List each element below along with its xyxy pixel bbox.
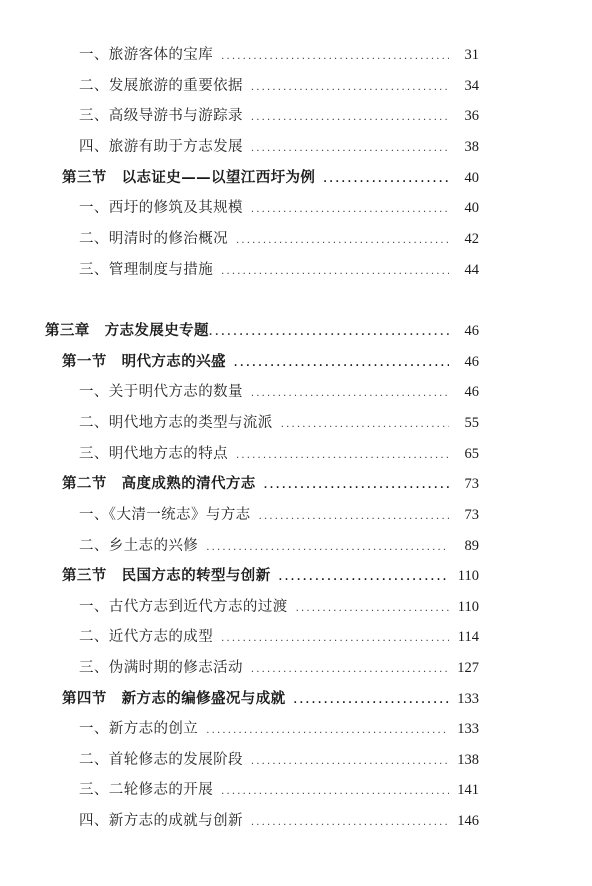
dot-leader: [236, 444, 449, 468]
toc-entry-title: 一、旅游客体的宝库: [79, 47, 214, 63]
toc-entry-page: 89: [464, 538, 479, 554]
dot-leader: [236, 229, 449, 253]
dot-leader: [294, 689, 450, 713]
dot-leader: [251, 137, 449, 161]
toc-entry-page: 65: [464, 446, 479, 462]
toc-entry-page: 42: [464, 231, 479, 247]
toc-entry[interactable]: [79, 411, 479, 435]
dot-leader: [251, 76, 449, 100]
toc-entry-title: 二、乡土志的兴修: [79, 538, 199, 554]
toc-entry-page: 55: [464, 415, 479, 431]
toc-entry-page: 40: [464, 170, 479, 186]
toc-entry-title: 三、伪满时期的修志活动: [79, 660, 243, 676]
toc-entry-title: 第三章 方志发展史专题: [45, 322, 209, 339]
toc-entry-title: 二、明代地方志的类型与流派: [79, 415, 273, 431]
toc-entry-title: 四、新方志的成就与创新: [79, 813, 243, 829]
dot-leader: [221, 260, 449, 284]
dot-leader: [221, 627, 449, 651]
dot-leader: [206, 536, 449, 560]
dot-leader: [206, 719, 449, 743]
toc-entry-page: 114: [457, 629, 479, 645]
toc-entry-title: 三、高级导游书与游踪录: [79, 108, 243, 124]
toc-entry-page: 146: [457, 813, 479, 829]
toc-entry-title: 第二节 高度成熟的清代方志: [62, 475, 256, 492]
toc-entry-title: 第四节 新方志的编修盛况与成就: [62, 690, 286, 707]
toc-entry-page: 110: [457, 568, 479, 584]
toc-entry-title: 一、古代方志到近代方志的过渡: [79, 599, 288, 615]
toc-entry-page: 133: [457, 721, 479, 737]
toc-entry-title: 四、旅游有助于方志发展: [79, 139, 243, 155]
toc-entry-title: 一、关于明代方志的数量: [79, 384, 243, 400]
toc-entry[interactable]: [79, 717, 479, 741]
dot-leader: [323, 168, 449, 192]
toc-chapter-entry[interactable]: [45, 319, 479, 343]
toc-entry[interactable]: [79, 778, 479, 802]
dot-leader: [259, 505, 449, 529]
dot-leader: [251, 658, 449, 682]
toc-entry-title: 三、管理制度与措施: [79, 262, 214, 278]
toc-entry[interactable]: [79, 380, 479, 404]
toc-entry-page: 34: [464, 78, 479, 94]
toc-entry[interactable]: [79, 625, 479, 649]
dot-leader: [296, 597, 449, 621]
toc-section-entry[interactable]: [62, 564, 479, 588]
toc-entry[interactable]: [79, 748, 479, 772]
toc-entry-title: 一、西圩的修筑及其规模: [79, 200, 243, 216]
toc-entry-page: 127: [457, 660, 479, 676]
toc-entry-title: 二、明清时的修治概况: [79, 231, 228, 247]
dot-leader: [221, 780, 449, 804]
toc-entry[interactable]: [79, 104, 479, 128]
toc-entry-page: 38: [464, 139, 479, 155]
toc-entry-page: 44: [464, 262, 479, 278]
toc-entry-page: 110: [457, 599, 479, 615]
toc-entry[interactable]: [79, 43, 479, 67]
toc-section-entry[interactable]: [62, 687, 479, 711]
dot-leader: [221, 45, 449, 69]
toc-entry-page: 133: [457, 691, 479, 707]
dot-leader: [209, 321, 449, 345]
toc-entry-page: 31: [464, 47, 479, 63]
toc-entry[interactable]: [79, 442, 479, 466]
dot-leader: [251, 811, 449, 835]
toc-entry-page: 73: [464, 507, 479, 523]
toc-entry-page: 141: [457, 782, 479, 798]
toc-section-entry[interactable]: [62, 472, 479, 496]
toc-entry[interactable]: [79, 135, 479, 159]
toc-entry-title: 第一节 明代方志的兴盛: [62, 353, 226, 370]
toc-entry[interactable]: [79, 258, 479, 282]
toc-entry-title: 三、明代地方志的特点: [79, 446, 228, 462]
dot-leader: [234, 352, 449, 376]
toc-entry-title: 二、首轮修志的发展阶段: [79, 752, 243, 768]
dot-leader: [251, 198, 449, 222]
toc-entry-page: 138: [457, 752, 479, 768]
toc-entry[interactable]: [79, 809, 479, 833]
toc-entry[interactable]: [79, 534, 479, 558]
toc-entry-title: 二、近代方志的成型: [79, 629, 214, 645]
toc-entry[interactable]: [79, 227, 479, 251]
toc-entry-page: 73: [464, 476, 479, 492]
toc-entry[interactable]: [79, 595, 479, 619]
toc-section-entry[interactable]: [62, 166, 479, 190]
toc-section-entry[interactable]: [62, 350, 479, 374]
toc-entry-page: 36: [464, 108, 479, 124]
dot-leader: [264, 474, 449, 498]
dot-leader: [251, 750, 449, 774]
dot-leader: [281, 413, 449, 437]
toc-entry-page: 46: [464, 354, 479, 370]
toc-entry-page: 46: [464, 323, 479, 339]
toc-entry-title: 第三节 民国方志的转型与创新: [62, 567, 271, 584]
toc-entry-page: 46: [464, 384, 479, 400]
toc-entry[interactable]: [79, 196, 479, 220]
toc-entry-page: 40: [464, 200, 479, 216]
toc-entry-title: 一、《大清一统志》与方志: [79, 507, 251, 523]
toc-entry-title: 二、发展旅游的重要依据: [79, 78, 243, 94]
toc-entry[interactable]: [79, 74, 479, 98]
dot-leader: [279, 566, 449, 590]
toc-entry-title: 三、二轮修志的开展: [79, 782, 214, 798]
dot-leader: [251, 106, 449, 130]
toc-entry-title: 第三节 以志证史——以望江西圩为例: [62, 169, 316, 186]
dot-leader: [251, 382, 449, 406]
toc-entry[interactable]: [79, 503, 479, 527]
toc-entry-title: 一、新方志的创立: [79, 721, 199, 737]
toc-entry[interactable]: [79, 656, 479, 680]
